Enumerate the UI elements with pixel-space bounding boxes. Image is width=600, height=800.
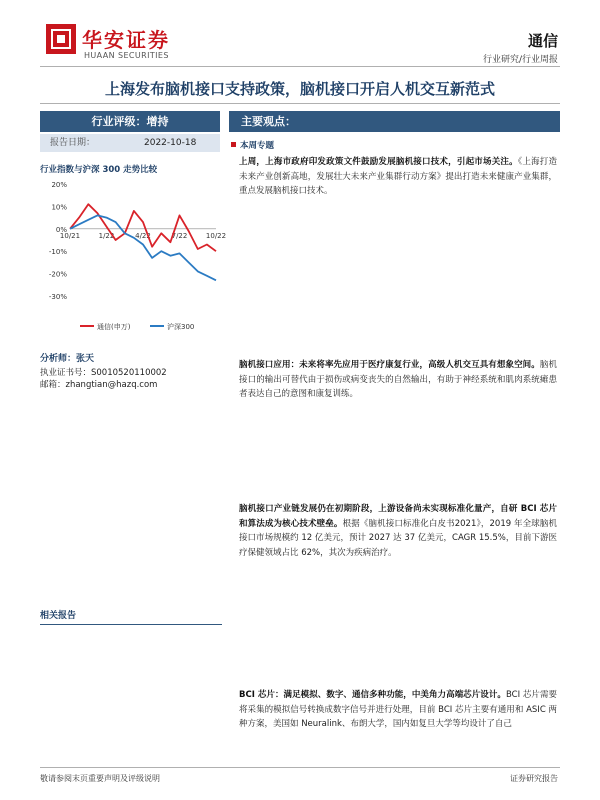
x-tick-label: 4/22: [135, 231, 151, 240]
related-reports-heading: 相关报告: [40, 608, 222, 625]
industry-label: 通信: [527, 32, 558, 50]
legend-label: 通信(申万): [97, 323, 131, 331]
y-tick-label: 10%: [51, 203, 67, 212]
paragraph-4-body: BCI 芯片需要将采集的模拟信号转换成数字信号并进行处理，目前 BCI 芯片主要有通用和 ASIC 两种方案，美国如 Neuralink、布朗大学，国内如复旦大学等均设计了自己: [239, 690, 558, 729]
paragraph-1-body: 《上海打造未来产业创新高地，发展壮大未来产业集群行动方案》提出打造未来健康产业集群，重点发展脑机接口技术。: [239, 157, 557, 196]
y-tick-label: 20%: [51, 181, 67, 189]
date-label: 报告日期：: [50, 138, 96, 148]
paragraph-1: [239, 155, 557, 199]
main-points-heading: 主要观点：: [229, 111, 560, 132]
report-title: 上海发布脑机接口支持政策，脑机接口开启人机交互新范式: [104, 80, 495, 98]
title-divider: [40, 103, 560, 104]
logo-english: HUAAN SECURITIES: [84, 51, 169, 60]
x-tick-label: 7/22: [171, 231, 188, 240]
analyst-license: 执业证书号：S0010520110002: [40, 368, 167, 378]
paragraph-3: [239, 502, 557, 560]
chart-title: 行业指数与沪深 300 走势比较: [40, 165, 158, 175]
y-tick-label: -10%: [48, 248, 67, 257]
paragraph-3-body: 根据《脑机接口标准化白皮书2021》，2019 年全球脑机接口市场规模约 12 亿美元，预计 2027 达 37 亿美元，CAGR 15.5%，目前下游医疗保健领域占比 62%，其次为疾病治疗。: [239, 518, 557, 558]
footer-disclaimer: 敬请参阅末页重要声明及评级说明: [40, 774, 160, 783]
paragraph-2: [239, 358, 557, 402]
y-tick-label: -30%: [48, 293, 67, 301]
analyst-email: 邮箱：zhangtian@hazq.com: [40, 380, 158, 390]
footer-label: 证券研究报告: [510, 774, 558, 783]
paragraph-2-body: 脑机接口的输出可替代由于损伤或病变丧失的自然输出，有助于神经系统和肌肉系统瘫患者表达自己的意图和康复训练。: [239, 360, 557, 399]
x-tick-label: 10/21: [59, 231, 81, 240]
paragraph-1-lead: 上周，上海市政府印发政策文件鼓励发展脑机接口技术，引起市场关注。: [239, 157, 518, 167]
topic-label: [231, 139, 274, 151]
x-tick-label: 1/22: [98, 231, 115, 240]
analyst-name: 分析师：张天: [40, 354, 95, 364]
logo-icon: [46, 24, 76, 54]
report-date-row: [40, 134, 220, 152]
paragraph-4: [239, 688, 557, 732]
rating-banner: 行业评级：增持: [40, 111, 220, 132]
header-divider: [40, 66, 560, 67]
report-type: 行业研究/行业周报: [482, 55, 558, 65]
series-line-1: [70, 215, 216, 280]
bullet-square-icon: [231, 142, 236, 147]
y-tick-label: 0%: [55, 225, 67, 234]
paragraph-4-lead: BCI 芯片：满足模拟、数字、通信多种功能，中美角力高端芯片设计。: [239, 690, 506, 700]
footer-divider: [40, 767, 560, 768]
paragraph-2-lead: 脑机接口应用：未来将率先应用于医疗康复行业，高级人机交互具有想象空间。: [239, 360, 540, 370]
legend-label: 沪深300: [167, 323, 195, 331]
y-tick-label: -20%: [48, 270, 67, 279]
date-value: 2022-10-18: [144, 138, 197, 148]
x-tick-label: 10/22: [205, 231, 227, 240]
paragraph-3-lead: 脑机接口产业链发展仍在初期阶段，上游设备尚未实现标准化量产，自研 BCI 芯片和算法成为核心技术壁垒。: [239, 504, 557, 529]
logo-text: 华安证券: [82, 28, 170, 52]
index-comparison-chart: [40, 176, 227, 346]
topic-text: 本周专题: [240, 141, 275, 151]
